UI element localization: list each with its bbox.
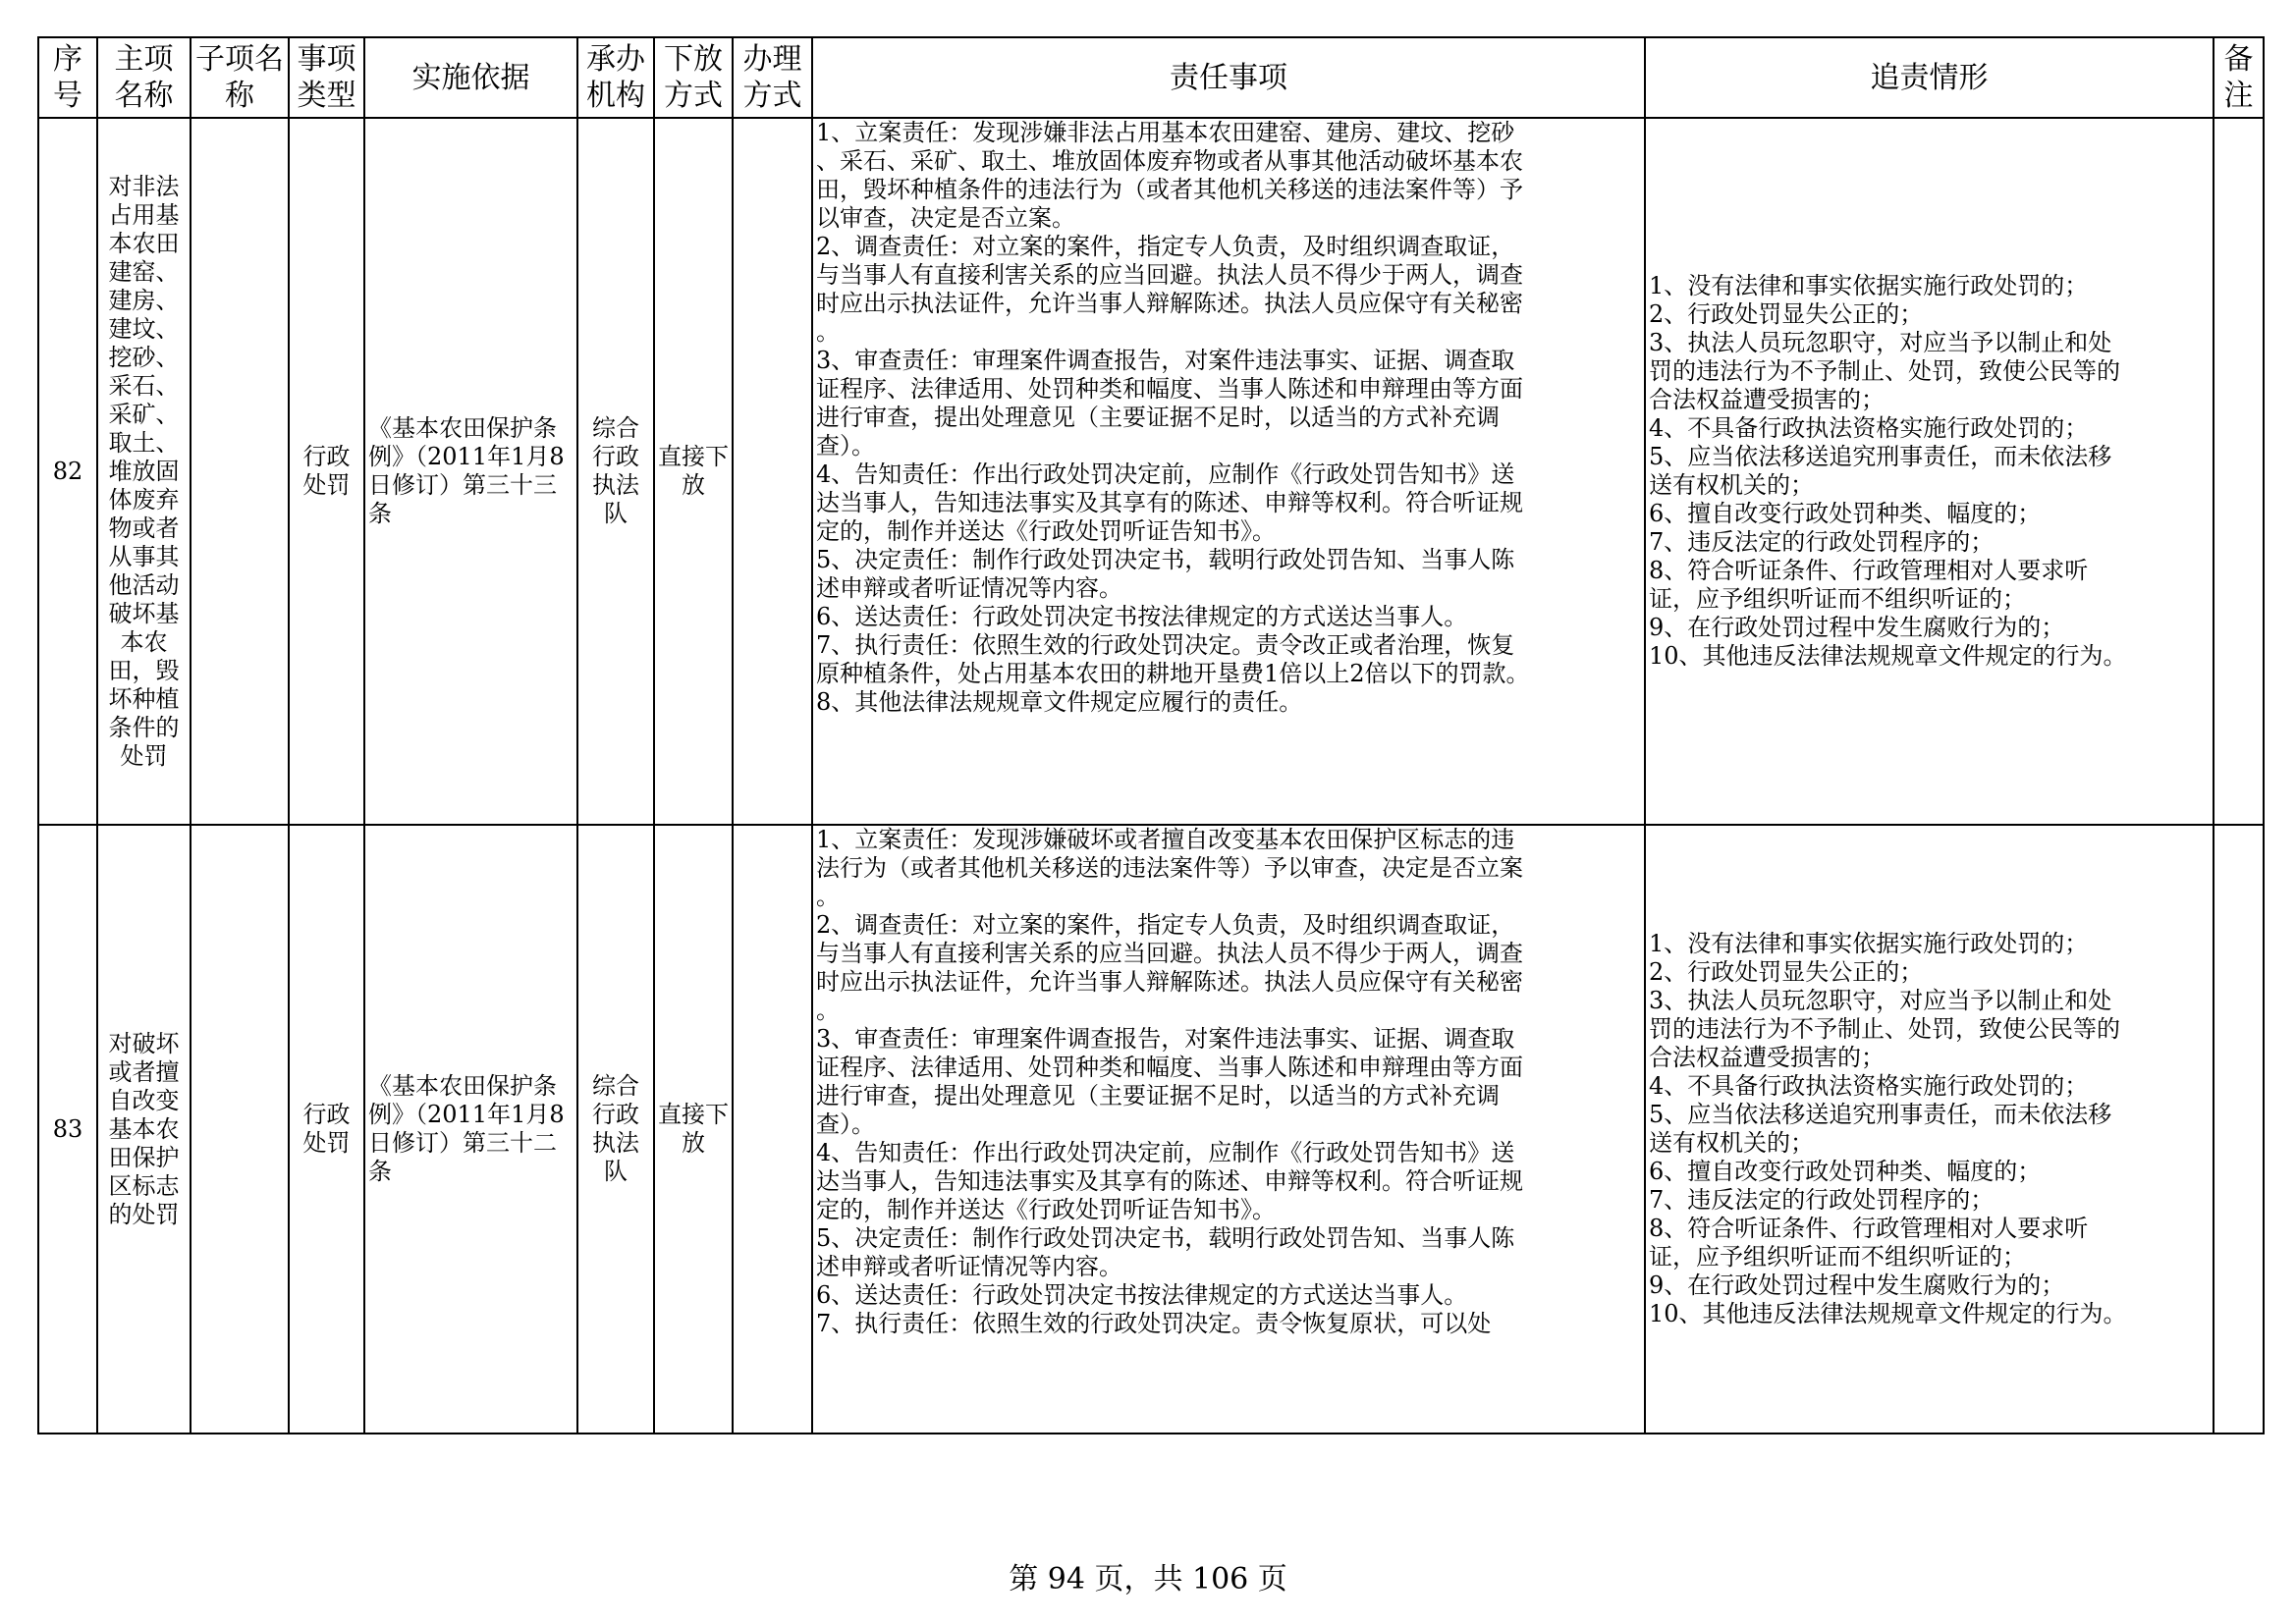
row-sub-item <box>191 118 289 825</box>
text-line: 定的，制作并送达《行政处罚听证告知书》。 <box>816 517 1276 545</box>
row-seq: 82 <box>38 118 97 825</box>
text-line: 3、审查责任：审理案件调查报告，对案件违法事实、证据、调查取 <box>816 1025 1515 1053</box>
row-handling <box>733 825 812 1434</box>
text-line: 合法权益遭受损害的； <box>1649 386 1885 413</box>
header-row <box>38 37 2264 118</box>
text-line: 10、其他违反法律法规规章文件规定的行为。 <box>1649 1300 2127 1327</box>
text-line: 与当事人有直接利害关系的应当回避。执法人员不得少于两人，调查 <box>816 261 1523 289</box>
text-line: 达当事人，告知违法事实及其享有的陈述、申辩等权利。符合听证规 <box>816 489 1523 516</box>
row-handling <box>733 118 812 825</box>
row-item-type: 行政处罚 <box>289 825 364 1434</box>
header-item-type: 事项类型 <box>289 37 364 118</box>
header-sub-item: 子项名称 <box>191 37 289 118</box>
header-main-item: 主项名称 <box>97 37 191 118</box>
text-line: 以审查，决定是否立案。 <box>816 204 1075 232</box>
text-line: 2、调查责任：对立案的案件，指定专人负责，及时组织调查取证， <box>816 911 1515 939</box>
text-line: 5、决定责任：制作行政处罚决定书，载明行政处罚告知、当事人陈 <box>816 1224 1515 1252</box>
responsibility-table <box>37 36 2265 1434</box>
row-accountability <box>1645 825 2214 1434</box>
text-line: 3、执法人员玩忽职守，对应当予以制止和处 <box>1649 987 2112 1014</box>
text-line: 7、违反法定的行政处罚程序的； <box>1649 1186 1995 1214</box>
text-line: 5、决定责任：制作行政处罚决定书，载明行政处罚告知、当事人陈 <box>816 546 1515 573</box>
text-line: 时应出示执法证件，允许当事人辩解陈述。执法人员应保守有关秘密 <box>816 968 1523 996</box>
header-dept: 承办机构 <box>577 37 654 118</box>
text-line: 定的，制作并送达《行政处罚听证告知书》。 <box>816 1196 1276 1223</box>
text-line: 2、调查责任：对立案的案件，指定专人负责，及时组织调查取证， <box>816 233 1515 260</box>
text-line: 证程序、法律适用、处罚种类和幅度、当事人陈述和申辩理由等方面 <box>816 375 1523 403</box>
text-line: 。 <box>816 997 840 1024</box>
text-line: 合法权益遭受损害的； <box>1649 1044 1885 1071</box>
row-delegation: 直接下放 <box>654 118 733 825</box>
text-line: 查）。 <box>816 432 875 460</box>
header-responsibility: 责任事项 <box>812 37 1645 118</box>
header-basis: 实施依据 <box>364 37 577 118</box>
text-line: 4、不具备行政执法资格实施行政处罚的； <box>1649 1072 2089 1100</box>
text-line: 1、没有法律和事实依据实施行政处罚的； <box>1649 930 2089 957</box>
text-line: 4、告知责任：作出行政处罚决定前，应制作《行政处罚告知书》送 <box>816 460 1515 488</box>
row-responsibility <box>812 118 1645 825</box>
text-line: 9、在行政处罚过程中发生腐败行为的； <box>1649 614 2065 641</box>
text-line: 进行审查，提出处理意见（主要证据不足时，以适当的方式补充调 <box>816 404 1500 431</box>
header-seq: 序号 <box>38 37 97 118</box>
text-line: 、采石、采矿、取土、堆放固体废弃物或者从事其他活动破坏基本农 <box>816 147 1523 175</box>
text-line: 8、符合听证条件、行政管理相对人要求听 <box>1649 557 2089 584</box>
text-line: 法行为（或者其他机关移送的违法案件等）予以审查，决定是否立案 <box>816 854 1523 882</box>
text-line: 8、符合听证条件、行政管理相对人要求听 <box>1649 1215 2089 1242</box>
row-dept: 综合行政执法队 <box>577 825 654 1434</box>
header-delegation: 下放方式 <box>654 37 733 118</box>
row-dept: 综合行政执法队 <box>577 118 654 825</box>
header-accountability: 追责情形 <box>1645 37 2214 118</box>
row-sub-item <box>191 825 289 1434</box>
text-line: 与当事人有直接利害关系的应当回避。执法人员不得少于两人，调查 <box>816 940 1523 967</box>
text-line: 5、应当依法移送追究刑事责任，而未依法移 <box>1649 1101 2112 1128</box>
text-line: 证，应予组织听证而不组织听证的； <box>1649 1243 2026 1271</box>
row-remark <box>2214 118 2264 825</box>
text-line: 送有权机关的； <box>1649 471 1814 499</box>
row-basis: 《基本农田保护条例》（2011年1月8日修订）第三十二条 <box>364 825 577 1434</box>
text-line: 。 <box>816 318 840 346</box>
text-line: 达当事人，告知违法事实及其享有的陈述、申辩等权利。符合听证规 <box>816 1167 1523 1195</box>
text-line: 3、审查责任：审理案件调查报告，对案件违法事实、证据、调查取 <box>816 347 1515 374</box>
text-line: 1、立案责任：发现涉嫌破坏或者擅自改变基本农田保护区标志的违 <box>816 826 1515 853</box>
text-line: 6、擅自改变行政处罚种类、幅度的； <box>1649 500 2042 527</box>
text-line: 4、不具备行政执法资格实施行政处罚的； <box>1649 414 2089 442</box>
text-line: 6、擅自改变行政处罚种类、幅度的； <box>1649 1158 2042 1185</box>
text-line: 田，毁坏种植条件的违法行为（或者其他机关移送的违法案件等）予 <box>816 176 1523 203</box>
text-line: 进行审查，提出处理意见（主要证据不足时，以适当的方式补充调 <box>816 1082 1500 1109</box>
text-line: 7、执行责任：依照生效的行政处罚决定。责令改正或者治理，恢复 <box>816 631 1515 659</box>
header-handling: 办理方式 <box>733 37 812 118</box>
text-line: 6、送达责任：行政处罚决定书按法律规定的方式送达当事人。 <box>816 1281 1468 1309</box>
text-line: 罚的违法行为不予制止、处罚，致使公民等的 <box>1649 357 2120 385</box>
text-line: 查）。 <box>816 1110 875 1138</box>
text-line: 7、违反法定的行政处罚程序的； <box>1649 528 1995 556</box>
table-row <box>38 825 2264 1434</box>
row-seq: 83 <box>38 825 97 1434</box>
text-line: 4、告知责任：作出行政处罚决定前，应制作《行政处罚告知书》送 <box>816 1139 1515 1166</box>
row-remark <box>2214 825 2264 1434</box>
row-item-type: 行政处罚 <box>289 118 364 825</box>
table-row <box>38 118 2264 825</box>
text-line: 原种植条件，处占用基本农田的耕地开垦费1倍以上2倍以下的罚款。 <box>816 660 1530 687</box>
page-number: 第 94 页，共 106 页 <box>1009 1562 1287 1596</box>
row-responsibility <box>812 825 1645 1434</box>
row-main-item: 对非法占用基本农田建窑、建房、建坟、挖砂、采石、采矿、取土、堆放固体废弃物或者从事其他活动破坏基本农田，毁坏种植条件的处罚 <box>97 118 191 825</box>
text-line: 2、行政处罚显失公正的； <box>1649 958 1924 986</box>
text-line: 罚的违法行为不予制止、处罚，致使公民等的 <box>1649 1015 2120 1043</box>
row-accountability <box>1645 118 2214 825</box>
text-line: 9、在行政处罚过程中发生腐败行为的； <box>1649 1271 2065 1299</box>
text-line: 证，应予组织听证而不组织听证的； <box>1649 585 2026 613</box>
text-line: 1、没有法律和事实依据实施行政处罚的； <box>1649 272 2089 299</box>
text-line: 6、送达责任：行政处罚决定书按法律规定的方式送达当事人。 <box>816 603 1468 630</box>
text-line: 2、行政处罚显失公正的； <box>1649 300 1924 328</box>
text-line: 证程序、法律适用、处罚种类和幅度、当事人陈述和申辩理由等方面 <box>816 1054 1523 1081</box>
text-line: 7、执行责任：依照生效的行政处罚决定。责令恢复原状，可以处 <box>816 1310 1492 1337</box>
text-line: 5、应当依法移送追究刑事责任，而未依法移 <box>1649 443 2112 470</box>
text-line: 8、其他法律法规规章文件规定应履行的责任。 <box>816 688 1303 716</box>
row-main-item: 对破坏或者擅自改变基本农田保护区标志的处罚 <box>97 825 191 1434</box>
text-line: 送有权机关的； <box>1649 1129 1814 1157</box>
text-line: 述申辩或者听证情况等内容。 <box>816 574 1122 602</box>
row-delegation: 直接下放 <box>654 825 733 1434</box>
header-remark: 备注 <box>2214 37 2264 118</box>
text-line: 1、立案责任：发现涉嫌非法占用基本农田建窑、建房、建坟、挖砂 <box>816 119 1515 146</box>
row-basis: 《基本农田保护条例》（2011年1月8日修订）第三十三条 <box>364 118 577 825</box>
text-line: 。 <box>816 883 840 910</box>
text-line: 述申辩或者听证情况等内容。 <box>816 1253 1122 1280</box>
text-line: 3、执法人员玩忽职守，对应当予以制止和处 <box>1649 329 2112 356</box>
text-line: 10、其他违反法律法规规章文件规定的行为。 <box>1649 642 2127 670</box>
text-line: 时应出示执法证件，允许当事人辩解陈述。执法人员应保守有关秘密 <box>816 290 1523 317</box>
